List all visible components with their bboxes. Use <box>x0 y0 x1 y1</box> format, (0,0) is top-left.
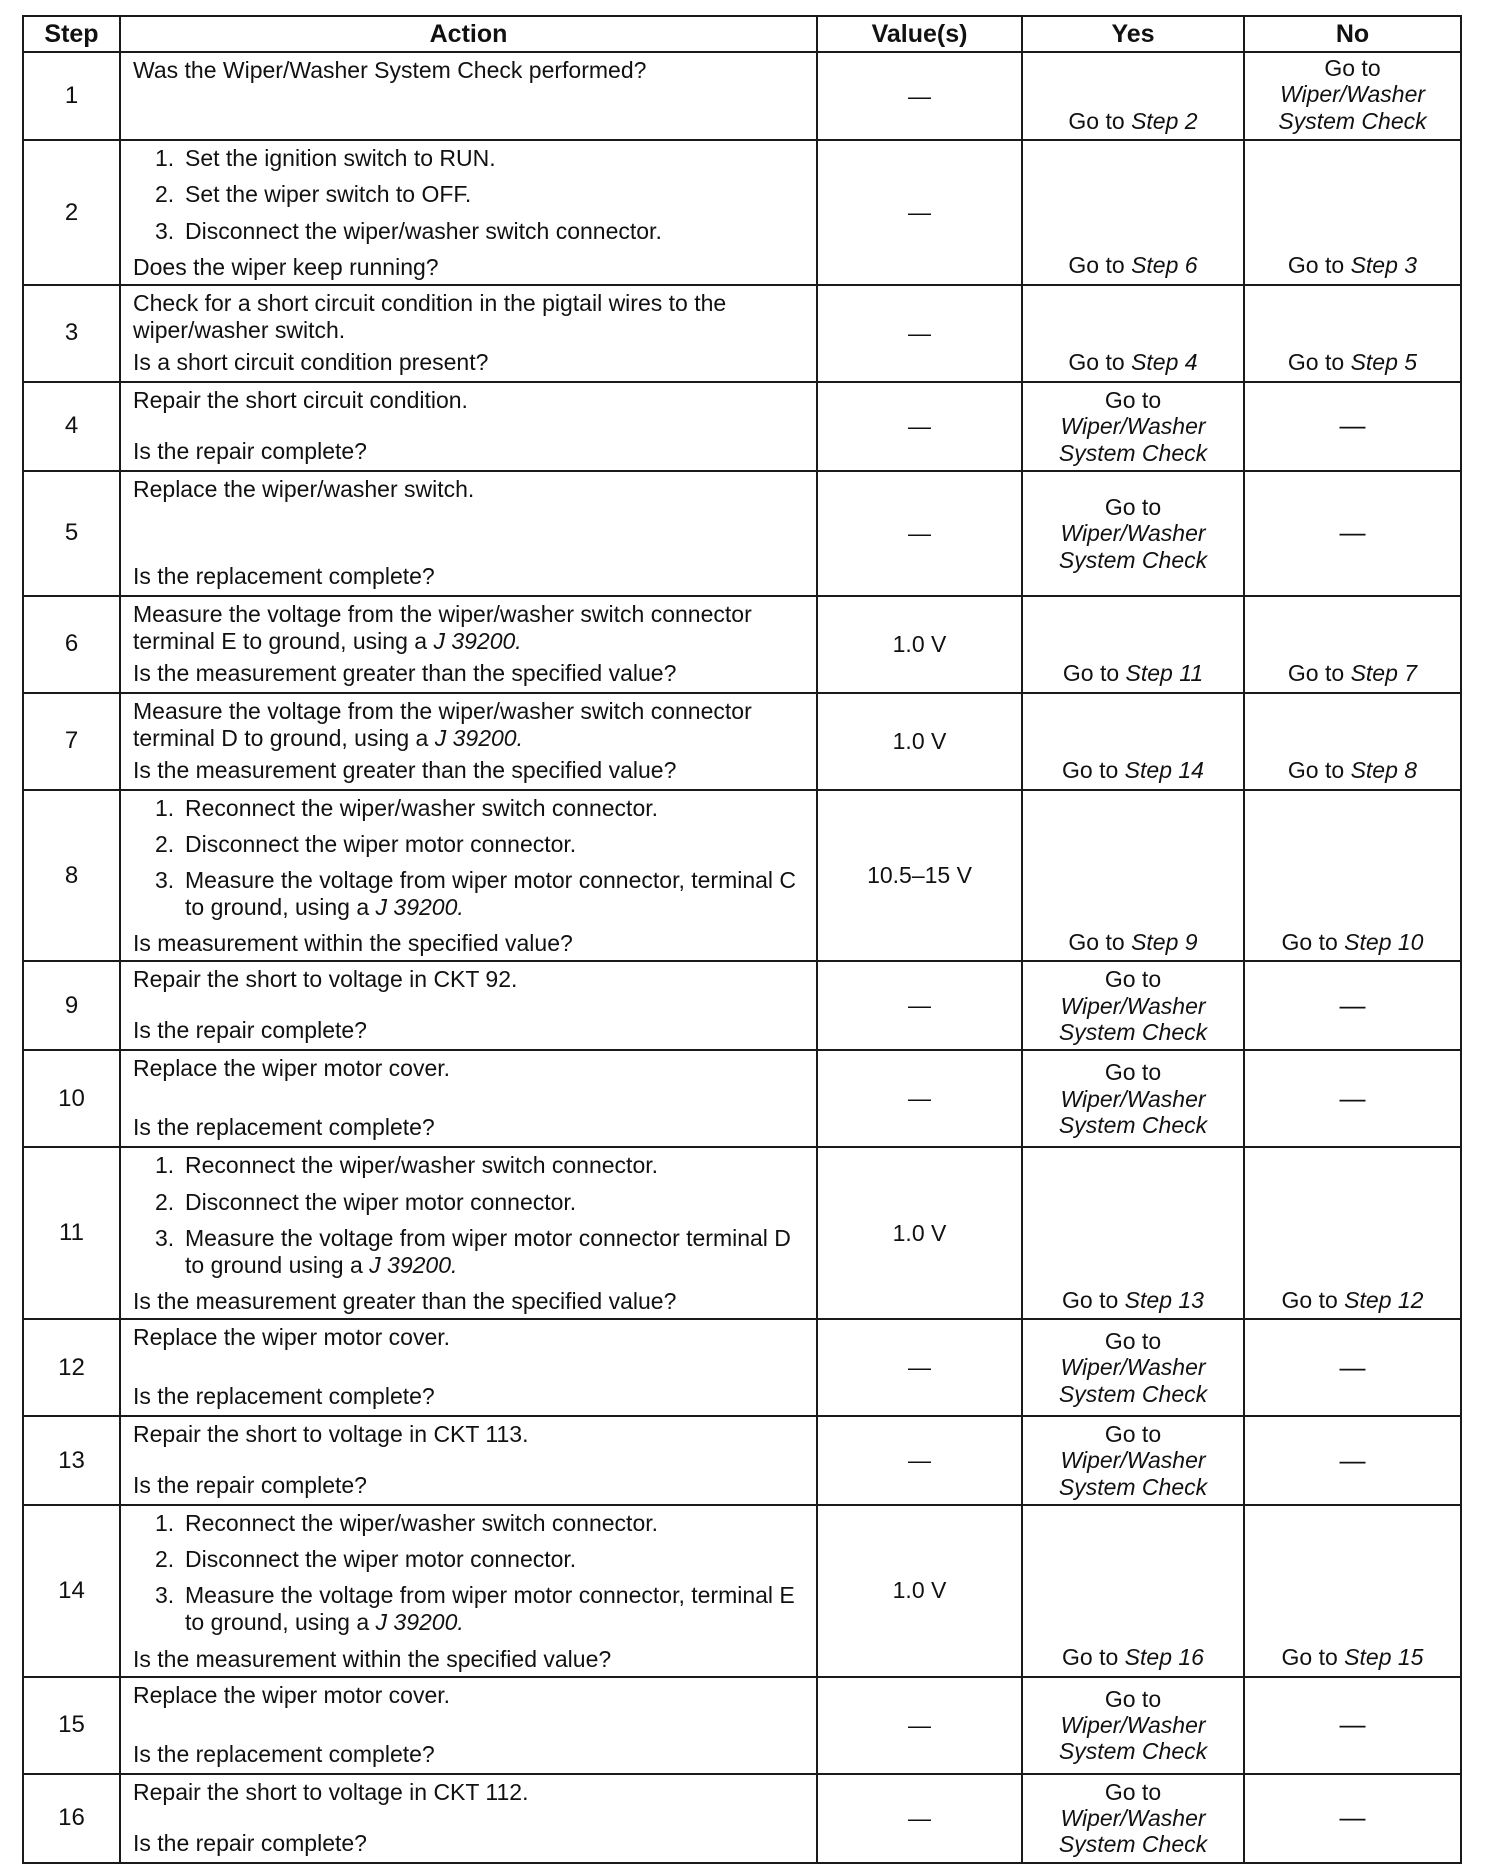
row-step-number: 11 <box>23 1147 120 1319</box>
yes-goto-prefix: Go to <box>1104 1059 1162 1086</box>
no-dash: — <box>1339 1082 1366 1113</box>
row-action-cell <box>120 961 817 1050</box>
yes-goto-prefix: Go to <box>1104 1327 1162 1354</box>
no-goto-prefix: Go to <box>1324 55 1381 81</box>
row-action-cell <box>120 1319 817 1416</box>
row-step-number: 1 <box>23 52 120 140</box>
substep-number: 3. <box>155 867 175 894</box>
action-intro-text: Measure the voltage from the wiper/washer switch connector terminal E to ground, using a <box>133 600 752 654</box>
action-intro-text: Replace the wiper motor cover. <box>133 1681 451 1708</box>
substep-item <box>155 831 810 858</box>
row-step-number: 15 <box>23 1677 120 1774</box>
action-question: Is a short circuit condition present? <box>133 348 489 375</box>
action-content <box>133 1152 810 1315</box>
table-row <box>23 961 1461 1050</box>
no-goto-link: Step 7 <box>1350 660 1418 687</box>
no-goto-prefix: Go to <box>1287 349 1345 376</box>
action-intro <box>133 1421 810 1448</box>
substep-item <box>155 1189 810 1216</box>
substep-text: Disconnect the wiper motor connector. <box>185 1546 577 1573</box>
action-question: Is the replacement complete? <box>133 1740 435 1767</box>
yes-goto-prefix: Go to <box>1062 1644 1119 1671</box>
no-goto-prefix: Go to <box>1281 1644 1338 1671</box>
row-value-cell: — <box>817 52 1022 140</box>
row-value-cell: — <box>817 1677 1022 1774</box>
substep-item <box>155 867 810 921</box>
row-value-cell: 1.0 V <box>817 693 1022 790</box>
yes-goto-link: Wiper/Washer System Check <box>1058 413 1208 466</box>
row-yes-cell <box>1022 1319 1244 1416</box>
substep-text: Disconnect the wiper/washer switch connector. <box>185 217 662 244</box>
row-no-cell <box>1244 471 1461 596</box>
action-instructions <box>133 601 810 659</box>
row-action-cell <box>120 1505 817 1677</box>
row-no-cell <box>1244 1319 1461 1416</box>
substep-text: Reconnect the wiper/washer switch connector. <box>185 1510 659 1537</box>
substep-number: 2. <box>155 181 175 208</box>
substep-item <box>155 145 810 172</box>
substep-number: 2. <box>155 1546 175 1573</box>
row-yes-cell <box>1022 1050 1244 1147</box>
row-yes-cell <box>1022 382 1244 471</box>
no-goto-link: Wiper/Washer System Check <box>1278 81 1427 134</box>
substep-number: 2. <box>155 830 175 857</box>
table-header <box>23 16 1461 52</box>
action-content <box>133 1682 810 1768</box>
action-content <box>133 1421 810 1499</box>
row-yes-cell <box>1022 693 1244 790</box>
diagnostic-table-container <box>22 15 1460 1864</box>
row-value-cell: — <box>817 140 1022 285</box>
action-content <box>133 387 810 465</box>
yes-goto-prefix: Go to <box>1062 1286 1119 1313</box>
action-question: Is the repair complete? <box>133 1829 367 1856</box>
table-row <box>23 1505 1461 1677</box>
row-yes-cell <box>1022 140 1244 285</box>
row-value-cell: — <box>817 285 1022 382</box>
table-row <box>23 1050 1461 1147</box>
row-no-cell <box>1244 382 1461 471</box>
action-intro <box>133 290 810 344</box>
row-value-cell: — <box>817 1774 1022 1863</box>
row-no-cell <box>1244 790 1461 962</box>
action-instructions <box>133 1324 810 1355</box>
row-no-cell <box>1244 693 1461 790</box>
substep-text: Reconnect the wiper/washer switch connector. <box>185 794 659 821</box>
no-goto-link: Step 12 <box>1344 1286 1424 1313</box>
action-content <box>133 966 810 1044</box>
substep-number: 2. <box>155 1188 175 1215</box>
action-intro-text: Check for a short circuit condition in the pigtail wires to the wiper/washer switch. <box>133 289 727 343</box>
action-content <box>133 57 810 132</box>
row-yes-cell <box>1022 1505 1244 1677</box>
no-dash: — <box>1339 1802 1366 1833</box>
action-intro <box>133 57 810 84</box>
no-dash: — <box>1339 517 1366 548</box>
row-yes-cell <box>1022 1677 1244 1774</box>
yes-goto-prefix: Go to <box>1104 493 1162 520</box>
row-step-number: 9 <box>23 961 120 1050</box>
substep-item <box>155 181 810 208</box>
yes-goto-link: Wiper/Washer System Check <box>1058 992 1208 1046</box>
action-question: Is the repair complete? <box>133 437 367 464</box>
table-row <box>23 382 1461 471</box>
table-row <box>23 52 1461 140</box>
row-action-cell <box>120 285 817 382</box>
no-dash: — <box>1339 1351 1366 1382</box>
tool-reference: J 39200. <box>369 1251 458 1278</box>
substep-number: 3. <box>155 1582 175 1609</box>
row-no-cell <box>1244 140 1461 285</box>
row-value-cell: — <box>817 1319 1022 1416</box>
yes-goto-link: Step 9 <box>1131 929 1198 955</box>
action-instructions <box>133 1421 810 1452</box>
row-step-number: 7 <box>23 693 120 790</box>
row-no-cell <box>1244 1147 1461 1319</box>
row-yes-cell <box>1022 961 1244 1050</box>
action-intro <box>133 966 810 993</box>
action-intro <box>133 601 810 655</box>
row-step-number: 2 <box>23 140 120 285</box>
yes-goto-link: Wiper/Washer System Check <box>1058 1085 1208 1139</box>
yes-goto-link: Step 6 <box>1131 252 1198 279</box>
action-instructions <box>133 795 810 931</box>
row-action-cell <box>120 693 817 790</box>
row-step-number: 6 <box>23 596 120 693</box>
action-intro-text: Was the Wiper/Washer System Check performed? <box>133 57 647 83</box>
action-instructions <box>133 1055 810 1086</box>
no-goto-prefix: Go to <box>1287 660 1345 687</box>
no-goto-link: Step 15 <box>1344 1644 1424 1671</box>
action-intro-text: Replace the wiper motor cover. <box>133 1055 451 1082</box>
row-step-number: 3 <box>23 285 120 382</box>
row-value-cell: 1.0 V <box>817 1505 1022 1677</box>
row-step-number: 5 <box>23 471 120 596</box>
yes-goto-prefix: Go to <box>1068 929 1125 955</box>
substep-text-main: Measure the voltage from wiper motor connector terminal D to ground using a <box>185 1224 791 1278</box>
substep-item <box>155 1582 810 1636</box>
action-instructions <box>133 1682 810 1713</box>
yes-goto-prefix: Go to <box>1068 252 1125 279</box>
action-intro-text: Repair the short to voltage in CKT 112. <box>133 1778 529 1805</box>
header-row <box>23 16 1461 52</box>
row-action-cell <box>120 596 817 693</box>
action-instructions <box>133 1779 810 1810</box>
yes-goto-link: Step 2 <box>1131 107 1198 134</box>
action-intro-text: Measure the voltage from the wiper/washer switch connector terminal D to ground, using a <box>133 697 752 751</box>
row-yes-cell <box>1022 790 1244 962</box>
substep-text: Set the ignition switch to RUN. <box>185 145 496 172</box>
header-values: Value(s) <box>817 16 1022 52</box>
header-step: Step <box>23 16 120 52</box>
substep-number: 3. <box>155 1224 175 1251</box>
row-action-cell <box>120 471 817 596</box>
table-row <box>23 471 1461 596</box>
action-content <box>133 698 810 784</box>
row-yes-cell <box>1022 1147 1244 1319</box>
action-content <box>133 601 810 687</box>
action-instructions <box>133 966 810 997</box>
row-no-cell <box>1244 596 1461 693</box>
header-no: No <box>1244 16 1461 52</box>
row-action-cell <box>120 1050 817 1147</box>
row-action-cell <box>120 382 817 471</box>
action-question: Is the repair complete? <box>133 1471 367 1498</box>
action-question: Is the measurement within the specified value? <box>133 1645 612 1672</box>
row-yes-cell <box>1022 285 1244 382</box>
no-goto-link: Step 3 <box>1350 252 1418 279</box>
action-substeps <box>133 1510 810 1637</box>
table-row <box>23 596 1461 693</box>
action-question: Is measurement within the specified value? <box>133 930 573 957</box>
row-yes-cell <box>1022 596 1244 693</box>
action-substeps <box>133 1152 810 1279</box>
yes-goto-link: Wiper/Washer System Check <box>1058 1447 1208 1500</box>
no-goto-prefix: Go to <box>1287 252 1345 279</box>
action-content <box>133 1779 810 1857</box>
row-action-cell <box>120 1774 817 1863</box>
substep-number: 1. <box>155 1510 175 1537</box>
row-step-number: 8 <box>23 790 120 962</box>
substep-text <box>185 867 810 921</box>
row-no-cell <box>1244 1774 1461 1863</box>
action-intro <box>133 1055 810 1082</box>
tool-reference: J 39200. <box>434 724 523 751</box>
row-step-number: 13 <box>23 1416 120 1505</box>
action-substeps <box>133 145 810 244</box>
table-body <box>23 52 1461 1863</box>
substep-text <box>185 1582 810 1636</box>
row-value-cell: — <box>817 382 1022 471</box>
substep-item <box>155 218 810 245</box>
row-step-number: 14 <box>23 1505 120 1677</box>
tool-reference: J 39200. <box>375 1609 464 1636</box>
row-step-number: 16 <box>23 1774 120 1863</box>
action-question: Is the replacement complete? <box>133 1382 435 1409</box>
yes-goto-prefix: Go to <box>1068 349 1125 376</box>
action-instructions <box>133 476 810 507</box>
table-row <box>23 140 1461 285</box>
row-step-number: 12 <box>23 1319 120 1416</box>
yes-goto-link: Wiper/Washer System Check <box>1058 520 1208 573</box>
action-content <box>133 1510 810 1673</box>
action-question: Is the measurement greater than the specified value? <box>133 659 677 686</box>
substep-text-main: Measure the voltage from wiper motor connector, terminal E to ground, using a <box>185 1582 795 1636</box>
row-yes-cell <box>1022 1416 1244 1505</box>
row-value-cell: 1.0 V <box>817 596 1022 693</box>
action-question: Is the replacement complete? <box>133 1114 435 1141</box>
yes-goto-prefix: Go to <box>1068 107 1125 134</box>
row-no-cell <box>1244 52 1461 140</box>
yes-goto-prefix: Go to <box>1104 386 1162 413</box>
action-question: Is the measurement greater than the specified value? <box>133 756 677 783</box>
table-row <box>23 1677 1461 1774</box>
action-instructions <box>133 387 810 418</box>
action-content <box>133 476 810 590</box>
row-value-cell: 1.0 V <box>817 1147 1022 1319</box>
row-action-cell <box>120 1677 817 1774</box>
table-row <box>23 693 1461 790</box>
action-intro-text: Repair the short circuit condition. <box>133 386 468 413</box>
yes-goto-link: Step 13 <box>1124 1286 1204 1313</box>
yes-goto-link: Step 16 <box>1124 1644 1204 1671</box>
substep-number: 1. <box>155 145 175 172</box>
tool-reference: J 39200. <box>433 627 522 654</box>
substep-text <box>185 1225 810 1279</box>
row-action-cell <box>120 140 817 285</box>
action-intro <box>133 1324 810 1351</box>
yes-goto-link: Step 14 <box>1124 757 1204 784</box>
action-instructions <box>133 1152 810 1288</box>
row-action-cell <box>120 790 817 962</box>
substep-item <box>155 1546 810 1573</box>
substep-text: Reconnect the wiper/washer switch connector. <box>185 1152 659 1179</box>
yes-goto-prefix: Go to <box>1062 660 1120 687</box>
row-action-cell <box>120 52 817 140</box>
action-instructions <box>133 698 810 756</box>
row-no-cell <box>1244 961 1461 1050</box>
action-intro-text: Replace the wiper motor cover. <box>133 1324 451 1351</box>
yes-goto-prefix: Go to <box>1104 1778 1162 1805</box>
no-dash: — <box>1339 989 1366 1020</box>
action-content <box>133 795 810 958</box>
row-action-cell <box>120 1147 817 1319</box>
substep-item <box>155 1510 810 1537</box>
action-instructions <box>133 57 810 88</box>
action-intro <box>133 476 810 503</box>
no-dash: — <box>1339 1709 1366 1740</box>
row-value-cell: — <box>817 961 1022 1050</box>
no-goto-prefix: Go to <box>1287 757 1345 784</box>
no-goto-prefix: Go to <box>1281 1286 1338 1313</box>
diagnostic-table <box>22 15 1462 1864</box>
action-intro-text: Replace the wiper/washer switch. <box>133 475 475 502</box>
yes-goto-link: Step 4 <box>1131 349 1198 376</box>
yes-goto-prefix: Go to <box>1062 757 1119 784</box>
action-intro <box>133 387 810 414</box>
action-instructions <box>133 145 810 253</box>
row-value-cell: — <box>817 1050 1022 1147</box>
substep-text: Disconnect the wiper motor connector. <box>185 1188 577 1215</box>
header-action: Action <box>120 16 817 52</box>
action-content <box>133 145 810 281</box>
yes-goto-prefix: Go to <box>1104 966 1162 993</box>
action-intro <box>133 1682 810 1709</box>
substep-text: Disconnect the wiper motor connector. <box>185 830 577 857</box>
yes-goto-link: Step 11 <box>1125 660 1204 687</box>
row-no-cell <box>1244 285 1461 382</box>
action-intro-text: Repair the short to voltage in CKT 113. <box>133 1421 529 1448</box>
action-question: Is the repair complete? <box>133 1017 367 1044</box>
action-question: Does the wiper keep running? <box>133 253 439 280</box>
row-action-cell <box>120 1416 817 1505</box>
yes-goto-link: Wiper/Washer System Check <box>1058 1804 1208 1858</box>
substep-item <box>155 795 810 822</box>
no-goto-link: Step 5 <box>1350 349 1418 376</box>
row-step-number: 10 <box>23 1050 120 1147</box>
row-yes-cell <box>1022 52 1244 140</box>
row-no-cell <box>1244 1505 1461 1677</box>
substep-number: 1. <box>155 1152 175 1179</box>
substep-text-main: Measure the voltage from wiper motor connector, terminal C to ground, using a <box>185 867 797 921</box>
table-row <box>23 1147 1461 1319</box>
action-substeps <box>133 795 810 922</box>
yes-goto-prefix: Go to <box>1104 1685 1162 1712</box>
no-dash: — <box>1339 1444 1366 1475</box>
tool-reference: J 39200. <box>375 894 464 921</box>
row-no-cell <box>1244 1677 1461 1774</box>
action-question: Is the replacement complete? <box>133 562 435 589</box>
substep-item <box>155 1152 810 1179</box>
no-dash: — <box>1339 410 1366 441</box>
action-instructions <box>133 1510 810 1646</box>
yes-goto-link: Wiper/Washer System Check <box>1058 1711 1208 1765</box>
substep-item <box>155 1225 810 1279</box>
action-content <box>133 290 810 376</box>
row-value-cell: 10.5–15 V <box>817 790 1022 962</box>
action-content <box>133 1055 810 1141</box>
table-row <box>23 1774 1461 1863</box>
action-intro <box>133 698 810 752</box>
row-no-cell <box>1244 1416 1461 1505</box>
no-goto-link: Step 8 <box>1350 757 1418 784</box>
table-row <box>23 1416 1461 1505</box>
action-intro <box>133 1779 810 1806</box>
substep-number: 3. <box>155 217 175 244</box>
row-step-number: 4 <box>23 382 120 471</box>
row-value-cell: — <box>817 1416 1022 1505</box>
row-yes-cell <box>1022 1774 1244 1863</box>
row-yes-cell <box>1022 471 1244 596</box>
action-question: Is the measurement greater than the specified value? <box>133 1287 677 1314</box>
header-yes: Yes <box>1022 16 1244 52</box>
no-goto-link: Step 10 <box>1344 929 1424 955</box>
no-goto-prefix: Go to <box>1281 929 1338 955</box>
yes-goto-prefix: Go to <box>1104 1420 1162 1447</box>
action-content <box>133 1324 810 1410</box>
action-instructions <box>133 290 810 348</box>
yes-goto-link: Wiper/Washer System Check <box>1058 1354 1208 1407</box>
row-no-cell <box>1244 1050 1461 1147</box>
substep-text: Set the wiper switch to OFF. <box>185 181 472 208</box>
table-row <box>23 1319 1461 1416</box>
table-row <box>23 285 1461 382</box>
action-intro-text: Repair the short to voltage in CKT 92. <box>133 966 518 993</box>
table-row <box>23 790 1461 962</box>
row-value-cell: — <box>817 471 1022 596</box>
substep-number: 1. <box>155 794 175 821</box>
